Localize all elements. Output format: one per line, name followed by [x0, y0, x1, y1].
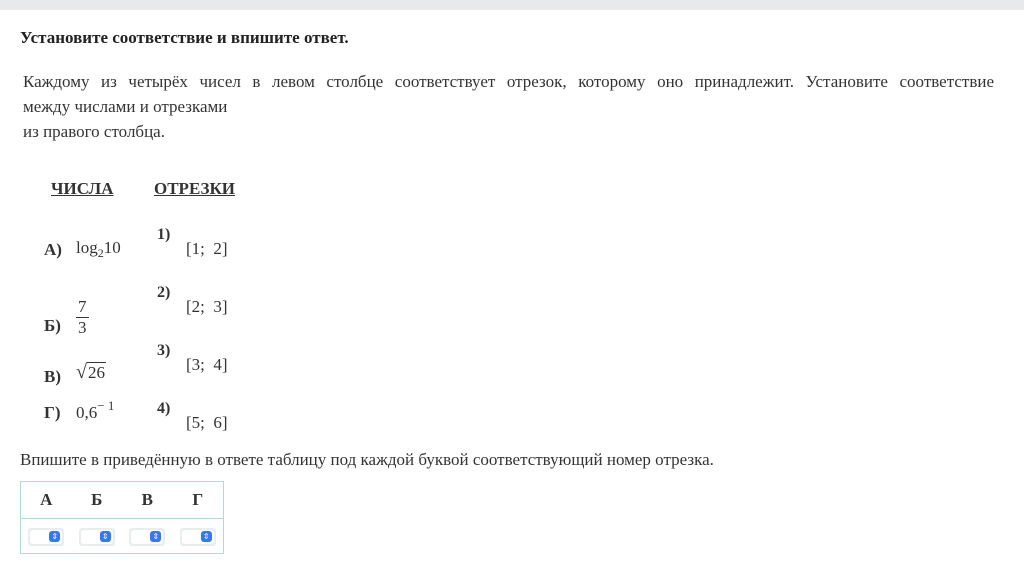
- answer-select-g[interactable]: [180, 528, 216, 546]
- answer-header-v: В: [141, 490, 153, 509]
- fraction-denominator: 3: [78, 318, 87, 337]
- segment-number-2: 2): [157, 284, 171, 301]
- segment-number-1: 1): [157, 226, 171, 243]
- number-letter-g: Г): [44, 403, 61, 422]
- answer-header-a: А: [40, 490, 53, 509]
- answer-table-header: [21, 482, 223, 519]
- answer-prompt: Впишите в приведённую в ответе таблицу под каждой буквой соответствующий номер отрезка.: [20, 450, 714, 469]
- answer-select-a[interactable]: [28, 528, 64, 546]
- number-g-power: [76, 398, 115, 423]
- numbers-column-header: ЧИСЛА: [51, 179, 114, 198]
- segment-interval-1: [1; 2]: [186, 239, 228, 258]
- number-b-fraction: [76, 297, 89, 338]
- answer-header-b: Б: [91, 490, 103, 509]
- answer-header-g: Г: [192, 490, 204, 509]
- segments-column-header: ОТРЕЗКИ: [154, 179, 236, 198]
- top-bar: [0, 0, 1024, 10]
- task-instruction: Установите соответствие и впишите ответ.: [20, 28, 349, 47]
- log-base: 2: [97, 246, 104, 260]
- number-letter-b: Б): [44, 316, 61, 335]
- sqrt-argument: 26: [87, 363, 105, 382]
- segment-interval-4: [5; 6]: [186, 413, 228, 432]
- log-text: log: [76, 238, 98, 257]
- description-line-2: между числами и отрезками: [23, 97, 228, 116]
- answer-table: [20, 481, 224, 554]
- answer-table-row: [21, 519, 223, 555]
- select-arrows-icon: ⇕: [49, 531, 60, 542]
- task-description: [23, 69, 994, 144]
- select-arrows-icon: ⇕: [201, 531, 212, 542]
- segment-number-4: 4): [157, 400, 171, 417]
- number-v-sqrt: [76, 362, 106, 383]
- power-base: 0,6: [76, 403, 98, 422]
- description-line-1: Каждому из четырёх чисел в левом столбце соответствует отрезок, которому оно принадлежит. Установите соответствие: [23, 72, 994, 91]
- power-exponent: − 1: [97, 398, 115, 413]
- sqrt-sign: √: [76, 361, 87, 383]
- fraction-numerator: 7: [78, 297, 87, 316]
- log-argument: 10: [103, 238, 121, 257]
- number-letter-a: А): [44, 240, 62, 259]
- description-line-3: из правого столбца.: [23, 122, 165, 141]
- number-a-expression: [76, 238, 121, 261]
- segment-interval-3: [3; 4]: [186, 355, 228, 374]
- answer-select-b[interactable]: [79, 528, 115, 546]
- select-arrows-icon: ⇕: [150, 531, 161, 542]
- answer-select-v[interactable]: [129, 528, 165, 546]
- segment-interval-2: [2; 3]: [186, 297, 228, 316]
- select-arrows-icon: ⇕: [100, 531, 111, 542]
- segment-number-3: 3): [157, 342, 171, 359]
- number-letter-v: В): [44, 367, 61, 386]
